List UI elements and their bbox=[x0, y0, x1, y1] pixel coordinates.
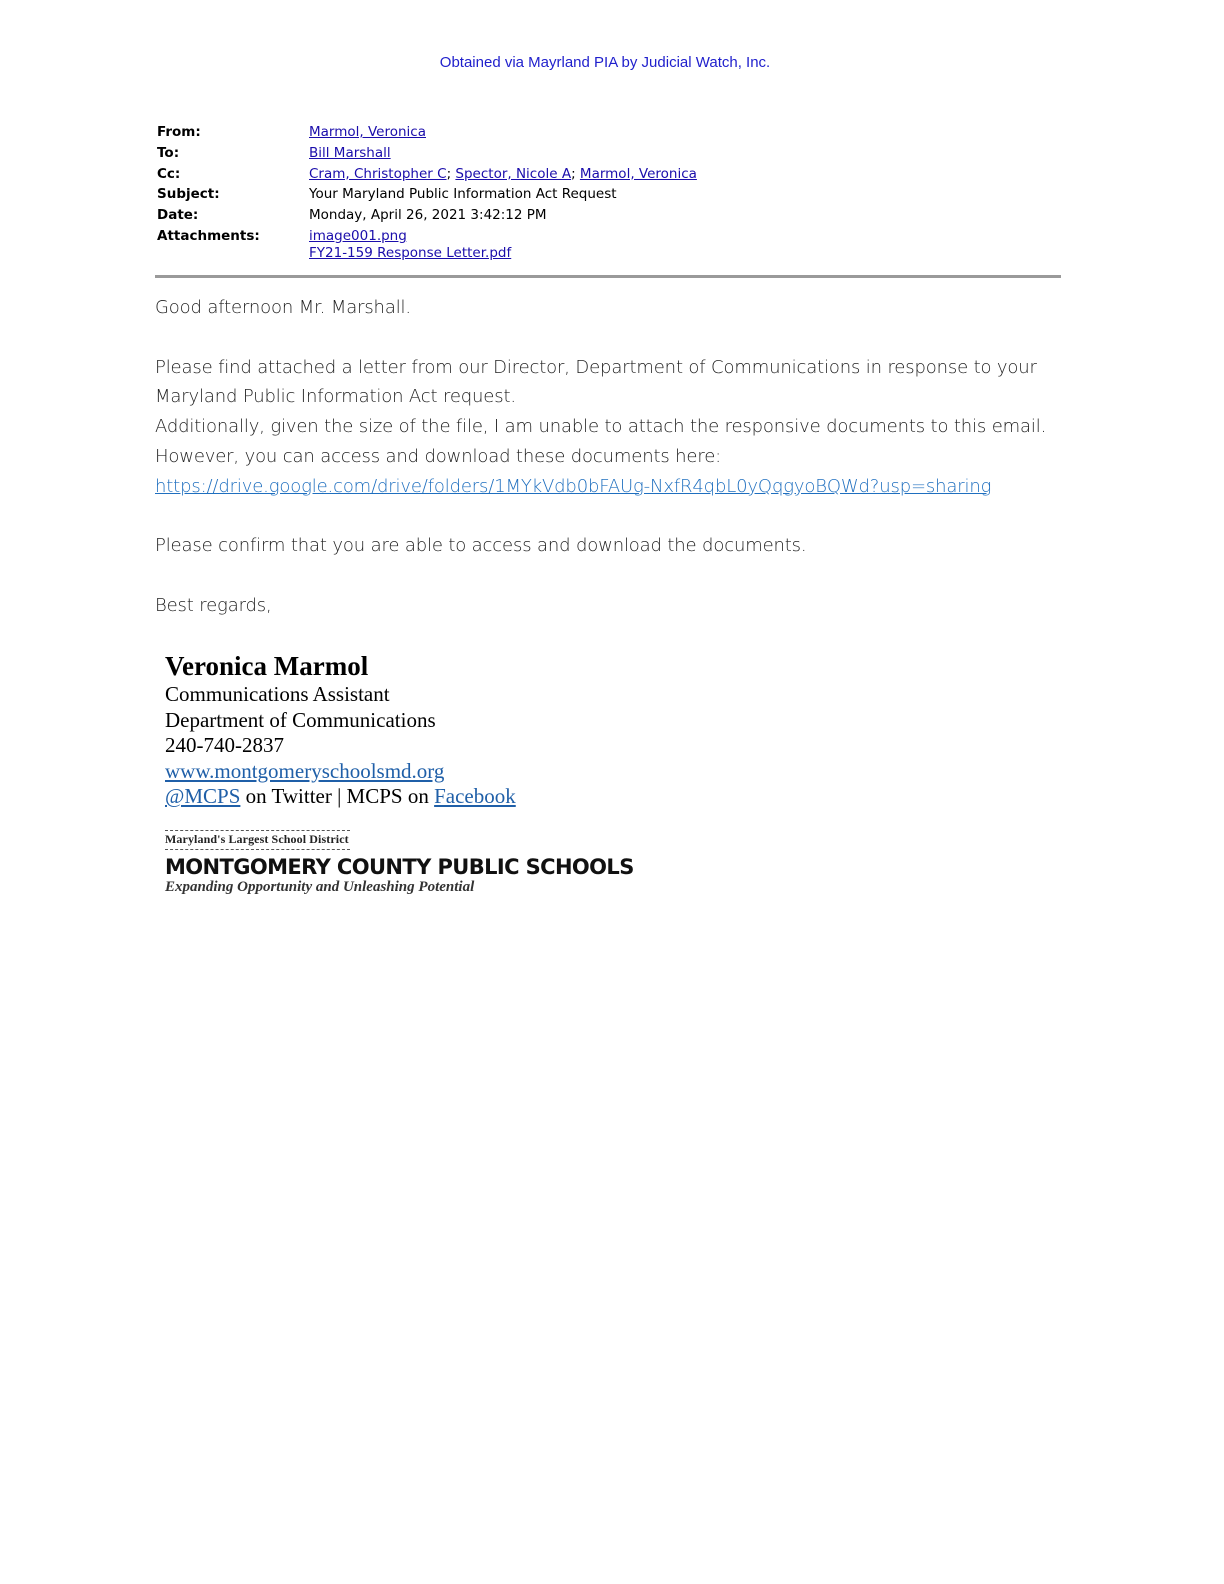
subject-label: Subject: bbox=[157, 186, 220, 203]
date-label: Date: bbox=[157, 207, 199, 224]
signature-phone: 240-740-2837 bbox=[165, 733, 284, 757]
signature bbox=[165, 650, 516, 810]
header-row-date bbox=[157, 205, 697, 226]
header-divider bbox=[155, 275, 1061, 278]
facebook-link[interactable]: Facebook bbox=[434, 784, 516, 808]
header-row-to bbox=[157, 143, 697, 164]
cc-separator: ; bbox=[446, 165, 456, 182]
cc-link-1[interactable]: Cram, Christopher C bbox=[309, 165, 447, 182]
logo-main-text: MONTGOMERY COUNTY PUBLIC SCHOOLS bbox=[165, 855, 634, 879]
attachment-link-1[interactable]: image001.png bbox=[309, 227, 407, 244]
body-line-2: Maryland Public Information Act request. bbox=[155, 386, 516, 408]
cc-label: Cc: bbox=[157, 165, 181, 182]
mcps-logo bbox=[165, 830, 634, 896]
cc-separator: ; bbox=[571, 165, 580, 182]
drive-link[interactable]: https://drive.google.com/drive/folders/1MYkVdb0bFAUg-NxfR4qbL0yQqgyoBQWd?usp=sharing bbox=[155, 475, 992, 497]
header-row-subject bbox=[157, 184, 697, 205]
body-line-4: However, you can access and download these documents here: bbox=[155, 445, 722, 467]
watermark: Obtained via Mayrland PIA by Judicial Watch, Inc. bbox=[439, 54, 771, 71]
header-row-attachments bbox=[157, 226, 697, 263]
email-body bbox=[155, 293, 1075, 621]
date-value: Monday, April 26, 2021 3:42:12 PM bbox=[309, 207, 547, 224]
greeting: Good afternoon Mr. Marshall. bbox=[155, 297, 411, 318]
logo-tagline-bottom: Expanding Opportunity and Unleashing Potential bbox=[165, 879, 475, 895]
confirm-text: Please confirm that you are able to access and download the documents. bbox=[155, 535, 807, 557]
closing: Best regards, bbox=[155, 594, 272, 616]
from-label: From: bbox=[157, 124, 201, 140]
body-line-1: Please find attached a letter from our Director, Department of Communications in response to your bbox=[155, 356, 1037, 378]
attachment-link-2[interactable]: FY21-159 Response Letter.pdf bbox=[309, 245, 512, 262]
website-link[interactable]: www.montgomeryschoolsmd.org bbox=[165, 758, 445, 783]
subject-value: Your Maryland Public Information Act Request bbox=[309, 186, 617, 203]
signature-name: Veronica Marmol bbox=[165, 651, 369, 681]
cc-link-3[interactable]: Marmol, Veronica bbox=[579, 165, 697, 182]
cc-link-2[interactable]: Spector, Nicole A bbox=[455, 165, 572, 182]
to-label: To: bbox=[157, 144, 180, 161]
signature-department: Department of Communications bbox=[165, 707, 436, 732]
to-link[interactable]: Bill Marshall bbox=[309, 144, 391, 161]
header-row-cc bbox=[157, 164, 697, 185]
from-link[interactable]: Marmol, Veronica bbox=[309, 124, 426, 140]
attachments-label: Attachments: bbox=[157, 227, 260, 244]
logo-tagline-top: Maryland's Largest School District bbox=[165, 830, 350, 850]
body-line-3: Additionally, given the size of the file, I am unable to attach the responsive documents to this email. bbox=[155, 416, 1047, 438]
header-row-from bbox=[157, 122, 697, 143]
signature-title: Communications Assistant bbox=[165, 682, 390, 706]
email-header bbox=[157, 122, 697, 263]
social-text: on Twitter | MCPS on bbox=[240, 784, 435, 808]
twitter-link[interactable]: @MCPS bbox=[165, 784, 241, 808]
